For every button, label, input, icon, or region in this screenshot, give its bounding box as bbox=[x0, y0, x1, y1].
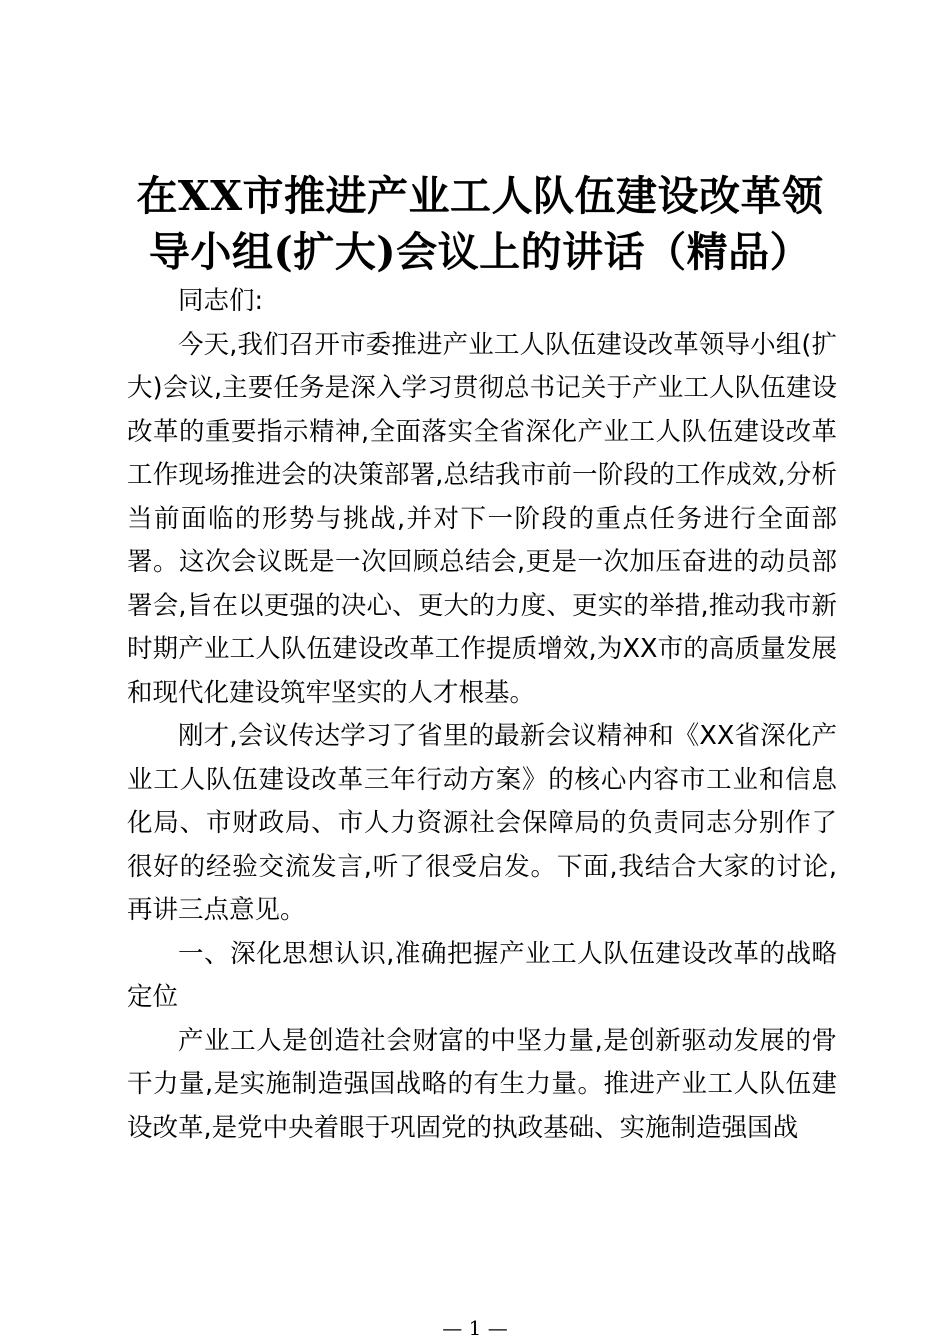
document-body bbox=[127, 280, 837, 1150]
page-number: — 1 — bbox=[442, 1316, 508, 1340]
document-title bbox=[120, 168, 840, 280]
section-heading-1: 一、深化思想认识,准确把握产业工人队伍建设改革的战略定位 bbox=[127, 938, 837, 1012]
paragraph-review: 刚才,会议传达学习了省里的最新会议精神和《XX省深化产业工人队伍建设改革三年行动方案》的核心内容市工业和信息化局、市财政局、市人力资源社会保障局的负责同志分别作了很好的经验交流发言,听了很受启发。下面,我结合大家的讨论,再讲三点意见。 bbox=[127, 721, 837, 925]
title-line-1: 在XX市推进产业工人队伍建设改革领 bbox=[136, 172, 824, 220]
title-line-2: 导小组(扩大)会议上的讲话（精品） bbox=[148, 228, 812, 276]
salutation: 同志们: bbox=[178, 286, 264, 316]
paragraph-section-1: 产业工人是创造社会财富的中坚力量,是创新驱动发展的骨干力量,是实施制造强国战略的有生力量。推进产业工人队伍建设改革,是党中央着眼于巩固党的执政基础、实施制造强国战 bbox=[127, 1025, 837, 1143]
paragraph-intro: 今天,我们召开市委推进产业工人队伍建设改革领导小组(扩大)会议,主要任务是深入学习贯彻总书记关于产业工人队伍建设改革的重要指示精神,全面落实全省深化产业工人队伍建设改革工作现场推进会的决策部署,总结我市前一阶段的工作成效,分析当前面临的形势与挑战,并对下一阶段的重点任务进行全面部署。这次会议既是一次回顾总结会,更是一次加压奋进的动员部署会,旨在以更强的决心、更大的力度、更实的举措,推动我市新时期产业工人队伍建设改革工作提质增效,为XX市的高质量发展和现代化建设筑牢坚实的人才根基。 bbox=[127, 329, 837, 708]
